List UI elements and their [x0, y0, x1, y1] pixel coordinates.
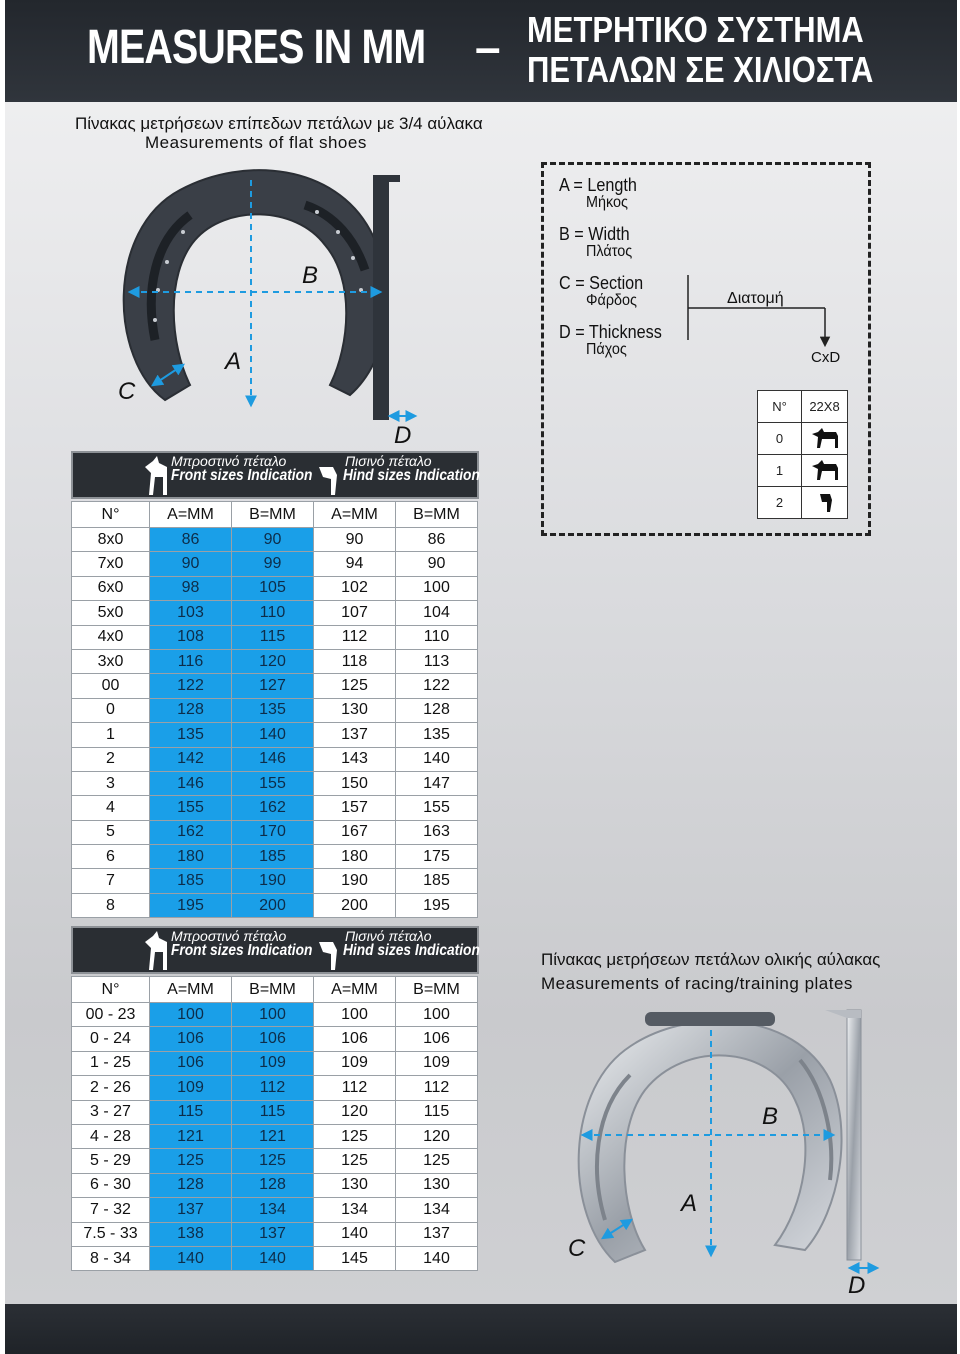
- racing-caption: [541, 948, 880, 996]
- size-cell: 00: [72, 674, 150, 698]
- front-label-greek: Μπροστινό πέταλο: [171, 453, 287, 469]
- table-row: [72, 1100, 478, 1124]
- legend-greek: Μήκος: [586, 194, 628, 211]
- horse-hind-icon: [802, 487, 848, 519]
- legend-key: B = Width: [559, 224, 630, 244]
- size-cell: 00 - 23: [72, 1003, 150, 1027]
- measure-cell: 125: [314, 674, 396, 698]
- measure-cell: 140: [314, 1222, 396, 1246]
- measure-cell: 147: [396, 771, 478, 795]
- table-row: [72, 1076, 478, 1100]
- size-cell: 4x0: [72, 625, 150, 649]
- measure-cell: 120: [314, 1100, 396, 1124]
- size-indication-band-1: [71, 451, 479, 499]
- measure-cell: 180: [150, 845, 232, 869]
- measure-cell: 106: [314, 1027, 396, 1051]
- measure-cell: 143: [314, 747, 396, 771]
- measure-cell: 104: [396, 601, 478, 625]
- measure-cell: 90: [314, 528, 396, 552]
- measure-cell: 185: [396, 869, 478, 893]
- legend-item-width: [559, 224, 673, 273]
- table-row: [72, 601, 478, 625]
- measure-cell: 100: [314, 1003, 396, 1027]
- measure-cell: 190: [314, 869, 396, 893]
- front-horse-icon: [141, 455, 171, 497]
- flat-shoes-table: [71, 501, 478, 918]
- size-cell: 4 - 28: [72, 1124, 150, 1148]
- measure-cell: 106: [232, 1027, 314, 1051]
- measure-cell: 190: [232, 869, 314, 893]
- title-greek-line2: ΠΕΤΑΛΩΝ ΣΕ ΧΙΛΙΟΣΤΑ: [527, 49, 874, 90]
- legend-item-section: [559, 273, 673, 322]
- table-row: [72, 1003, 478, 1027]
- measure-cell: 115: [232, 625, 314, 649]
- measure-cell: 100: [396, 576, 478, 600]
- measure-cell: 112: [232, 1076, 314, 1100]
- measure-cell: 185: [232, 845, 314, 869]
- title-english: MEASURES IN MM: [87, 21, 426, 74]
- measure-cell: 140: [150, 1246, 232, 1270]
- table-row: [72, 576, 478, 600]
- title-greek-line1: ΜΕΤΡΗΤΙΚΟ ΣΥΣΤΗΜΑ: [527, 9, 864, 50]
- legend-item-length: [559, 175, 673, 224]
- measure-cell: 134: [396, 1198, 478, 1222]
- table-row: [72, 1149, 478, 1173]
- measure-cell: 106: [396, 1027, 478, 1051]
- measure-cell: 155: [232, 771, 314, 795]
- measure-cell: 90: [396, 552, 478, 576]
- hind-label-greek: Πισινό πέταλο: [345, 453, 432, 469]
- measure-cell: 109: [396, 1051, 478, 1075]
- measure-cell: 142: [150, 747, 232, 771]
- racing-label-d: D: [848, 1272, 866, 1299]
- hind-label-english: Hind sizes Indication: [343, 942, 480, 959]
- table-row: [72, 1222, 478, 1246]
- racing-label-a: A: [681, 1190, 698, 1217]
- size-cell: 3 - 27: [72, 1100, 150, 1124]
- flat-label-c: C: [118, 378, 136, 405]
- measure-cell: 105: [232, 576, 314, 600]
- mini-row-n: 2: [758, 487, 802, 519]
- measure-cell: 115: [150, 1100, 232, 1124]
- measure-cell: 86: [150, 528, 232, 552]
- table-row: [72, 1051, 478, 1075]
- table-row: [72, 1246, 478, 1270]
- legend-greek: Φάρδος: [586, 292, 637, 309]
- measure-cell: 145: [314, 1246, 396, 1270]
- size-cell: 7.5 - 33: [72, 1222, 150, 1246]
- measure-cell: 162: [150, 820, 232, 844]
- measure-cell: 94: [314, 552, 396, 576]
- mini-table-row: [758, 455, 848, 487]
- table-row: [72, 820, 478, 844]
- legend-item-thickness: [559, 322, 673, 371]
- measure-cell: 170: [232, 820, 314, 844]
- size-cell: 0 - 24: [72, 1027, 150, 1051]
- hind-horse-icon: [315, 938, 339, 972]
- measure-cell: 100: [396, 1003, 478, 1027]
- table-row: [72, 674, 478, 698]
- measure-cell: 125: [232, 1149, 314, 1173]
- measure-cell: 122: [396, 674, 478, 698]
- measure-cell: 130: [314, 698, 396, 722]
- measure-cell: 106: [150, 1051, 232, 1075]
- column-header: A=MM: [314, 977, 396, 1003]
- measure-cell: 90: [150, 552, 232, 576]
- measure-cell: 140: [232, 723, 314, 747]
- legend-key: D = Thickness: [559, 322, 662, 342]
- measure-cell: 200: [314, 893, 396, 917]
- horse-icon: [802, 455, 848, 487]
- legend-key: A = Length: [559, 175, 637, 195]
- cxd-label: CxD: [811, 349, 841, 366]
- size-cell: 8 - 34: [72, 1246, 150, 1270]
- measure-cell: 102: [314, 576, 396, 600]
- mini-row-n: 1: [758, 455, 802, 487]
- measure-cell: 195: [150, 893, 232, 917]
- size-cell: 5: [72, 820, 150, 844]
- section-label: Διατομή: [727, 290, 784, 307]
- size-cell: 7x0: [72, 552, 150, 576]
- flat-label-d: D: [394, 422, 412, 449]
- table-row: [72, 649, 478, 673]
- mini-table-row: [758, 423, 848, 455]
- size-indication-band-2: [71, 926, 479, 974]
- front-label-english: Front sizes Indication: [171, 942, 313, 959]
- measure-cell: 125: [314, 1124, 396, 1148]
- measure-cell: 115: [232, 1100, 314, 1124]
- measure-cell: 130: [396, 1173, 478, 1197]
- measure-cell: 155: [150, 796, 232, 820]
- measure-cell: 137: [150, 1198, 232, 1222]
- flat-label-b: B: [302, 262, 319, 289]
- measure-cell: 135: [232, 698, 314, 722]
- measure-cell: 109: [232, 1051, 314, 1075]
- measure-cell: 130: [314, 1173, 396, 1197]
- size-cell: 7 - 32: [72, 1198, 150, 1222]
- measure-cell: 180: [314, 845, 396, 869]
- size-cell: 6x0: [72, 576, 150, 600]
- horse-icon: [802, 423, 848, 455]
- measure-cell: 106: [150, 1027, 232, 1051]
- measure-cell: 150: [314, 771, 396, 795]
- hind-label-greek: Πισινό πέταλο: [345, 928, 432, 944]
- column-header: B=MM: [396, 502, 478, 528]
- measure-cell: 137: [232, 1222, 314, 1246]
- mini-header-size: 22X8: [802, 391, 848, 423]
- size-cell: 1: [72, 723, 150, 747]
- column-header: A=MM: [314, 502, 396, 528]
- measure-cell: 121: [232, 1124, 314, 1148]
- measure-cell: 134: [232, 1198, 314, 1222]
- size-cell: 5 - 29: [72, 1149, 150, 1173]
- column-header: A=MM: [150, 502, 232, 528]
- size-cell: 8x0: [72, 528, 150, 552]
- measure-cell: 125: [314, 1149, 396, 1173]
- measure-cell: 86: [396, 528, 478, 552]
- measure-cell: 115: [396, 1100, 478, 1124]
- measure-cell: 127: [232, 674, 314, 698]
- table-row: [72, 796, 478, 820]
- table-row: [72, 771, 478, 795]
- size-cell: 6: [72, 845, 150, 869]
- measure-cell: 122: [150, 674, 232, 698]
- mini-table-header: [758, 391, 848, 423]
- measure-cell: 99: [232, 552, 314, 576]
- legend-key: C = Section: [559, 273, 644, 293]
- measure-cell: 116: [150, 649, 232, 673]
- measure-cell: 134: [314, 1198, 396, 1222]
- measure-cell: 112: [314, 1076, 396, 1100]
- measure-cell: 128: [150, 1173, 232, 1197]
- measure-cell: 125: [150, 1149, 232, 1173]
- measure-cell: 146: [232, 747, 314, 771]
- measure-cell: 195: [396, 893, 478, 917]
- measure-cell: 110: [396, 625, 478, 649]
- size-cell: 1 - 25: [72, 1051, 150, 1075]
- column-header: B=MM: [232, 502, 314, 528]
- table-header-row: [72, 502, 478, 528]
- size-cell: 0: [72, 698, 150, 722]
- measure-cell: 107: [314, 601, 396, 625]
- table-row: [72, 528, 478, 552]
- measure-cell: 100: [150, 1003, 232, 1027]
- column-header: N°: [72, 502, 150, 528]
- measure-cell: 135: [150, 723, 232, 747]
- table-row: [72, 1027, 478, 1051]
- measure-cell: 128: [232, 1173, 314, 1197]
- racing-caption-english: Measurements of racing/training plates: [541, 974, 853, 993]
- measure-cell: 137: [396, 1222, 478, 1246]
- measure-cell: 146: [150, 771, 232, 795]
- table-row: [72, 1198, 478, 1222]
- measure-cell: 163: [396, 820, 478, 844]
- profile-mini-table: [757, 390, 848, 519]
- measure-cell: 100: [232, 1003, 314, 1027]
- measure-cell: 135: [396, 723, 478, 747]
- measure-cell: 128: [150, 698, 232, 722]
- measure-cell: 108: [150, 625, 232, 649]
- mini-table-row: [758, 487, 848, 519]
- measure-cell: 157: [314, 796, 396, 820]
- legend-greek: Πλάτος: [586, 243, 633, 260]
- measure-cell: 140: [396, 1246, 478, 1270]
- racing-plates-table: [71, 976, 478, 1271]
- measure-cell: 128: [396, 698, 478, 722]
- front-horse-icon: [141, 930, 171, 972]
- size-cell: 7: [72, 869, 150, 893]
- flat-horseshoe-icon: [124, 170, 400, 420]
- table-row: [72, 845, 478, 869]
- column-header: B=MM: [396, 977, 478, 1003]
- size-cell: 3: [72, 771, 150, 795]
- measure-cell: 118: [314, 649, 396, 673]
- page: [5, 0, 957, 1354]
- table-header-row: [72, 977, 478, 1003]
- measure-cell: 155: [396, 796, 478, 820]
- measure-cell: 137: [314, 723, 396, 747]
- measure-cell: 138: [150, 1222, 232, 1246]
- front-label-greek: Μπροστινό πέταλο: [171, 928, 287, 944]
- measure-cell: 185: [150, 869, 232, 893]
- measure-cell: 112: [314, 625, 396, 649]
- size-cell: 3x0: [72, 649, 150, 673]
- racing-label-b: B: [762, 1103, 779, 1130]
- table-row: [72, 698, 478, 722]
- measure-cell: 98: [150, 576, 232, 600]
- size-cell: 2: [72, 747, 150, 771]
- size-cell: 2 - 26: [72, 1076, 150, 1100]
- table-row: [72, 1173, 478, 1197]
- measure-cell: 140: [232, 1246, 314, 1270]
- table-row: [72, 869, 478, 893]
- legend: [559, 175, 673, 371]
- table-row: [72, 723, 478, 747]
- measure-cell: 200: [232, 893, 314, 917]
- flat-caption-english: Measurements of flat shoes: [145, 133, 367, 152]
- table-row: [72, 625, 478, 649]
- measure-cell: 103: [150, 601, 232, 625]
- title-dash: –: [475, 21, 501, 73]
- flat-label-a: A: [225, 348, 242, 375]
- measure-cell: 120: [396, 1124, 478, 1148]
- footer-bar: [5, 1304, 957, 1354]
- hind-label-english: Hind sizes Indication: [343, 467, 480, 484]
- table-row: [72, 1124, 478, 1148]
- size-cell: 6 - 30: [72, 1173, 150, 1197]
- mini-row-n: 0: [758, 423, 802, 455]
- measure-cell: 175: [396, 845, 478, 869]
- measure-cell: 125: [396, 1149, 478, 1173]
- size-cell: 5x0: [72, 601, 150, 625]
- size-cell: 4: [72, 796, 150, 820]
- table-row: [72, 552, 478, 576]
- front-label-english: Front sizes Indication: [171, 467, 313, 484]
- column-header: N°: [72, 977, 150, 1003]
- measure-cell: 140: [396, 747, 478, 771]
- measure-cell: 112: [396, 1076, 478, 1100]
- legend-greek: Πάχος: [586, 341, 627, 358]
- flat-caption-greek: Πίνακας μετρήσεων επίπεδων πετάλων με 3/4 αύλακα: [75, 114, 483, 133]
- column-header: B=MM: [232, 977, 314, 1003]
- measure-cell: 120: [232, 649, 314, 673]
- hind-horse-icon: [315, 463, 339, 497]
- racing-label-c: C: [568, 1235, 586, 1262]
- racing-caption-greek: Πίνακας μετρήσεων πετάλων ολικής αύλακας: [541, 950, 881, 969]
- table-row: [72, 893, 478, 917]
- measure-cell: 109: [150, 1076, 232, 1100]
- table-row: [72, 747, 478, 771]
- mini-header-n: N°: [758, 391, 802, 423]
- measure-cell: 110: [232, 601, 314, 625]
- measure-cell: 167: [314, 820, 396, 844]
- size-cell: 8: [72, 893, 150, 917]
- column-header: A=MM: [150, 977, 232, 1003]
- measure-cell: 90: [232, 528, 314, 552]
- measure-cell: 121: [150, 1124, 232, 1148]
- measure-cell: 109: [314, 1051, 396, 1075]
- measure-cell: 113: [396, 649, 478, 673]
- measure-cell: 162: [232, 796, 314, 820]
